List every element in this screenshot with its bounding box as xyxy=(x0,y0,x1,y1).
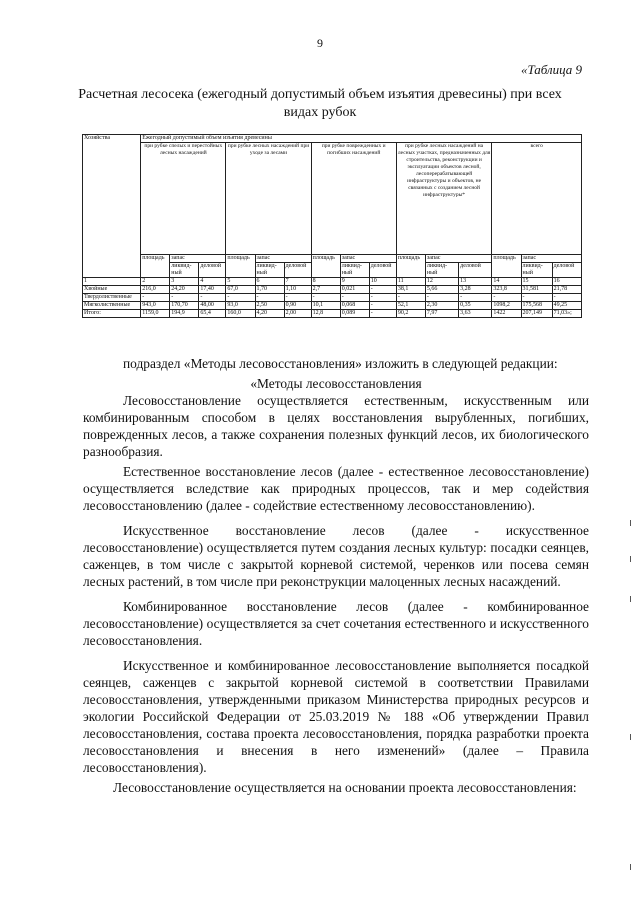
table-cell: 1098,2 xyxy=(492,302,521,310)
body-text xyxy=(83,355,589,796)
table-cell: 0,35 xyxy=(459,302,492,310)
column-number: 6 xyxy=(255,278,284,286)
farm-header: Хозяйства xyxy=(83,135,141,278)
table-cell: - xyxy=(396,294,425,302)
column-number: 8 xyxy=(311,278,340,286)
table-cell: - xyxy=(311,294,340,302)
table-cell: 21,78 xyxy=(552,286,581,294)
business-header: деловой xyxy=(284,263,311,278)
stock-header: запас xyxy=(425,255,492,263)
paragraph: Искусственное и комбинированное лесовосстановление выполняется посадкой сеянцев, саженцев с закрытой корневой системой в соответствии Правилами лесовосстановления, утвержденными приказом Министерства природных ресурсов и экологии Российской Федерации от 25.03.2019 № 188 «Об утверждении Правил лесовосстановления, состава проекта лесовосстановления, порядка разработки проекта лесовосстановления и внесения в него изменений» (далее – Правила лесовосстановления). xyxy=(83,658,589,775)
forest-cutting-table xyxy=(82,134,582,318)
table-cell: - xyxy=(170,294,199,302)
liquid-header: ликвид-ный xyxy=(170,263,199,278)
table-cell: 2,00 xyxy=(284,310,311,318)
stock-header: запас xyxy=(170,255,226,263)
column-number: 1 xyxy=(83,278,141,286)
scan-mark xyxy=(630,734,631,740)
stock-header: запас xyxy=(521,255,582,263)
table-cell: 0,021 xyxy=(340,286,369,294)
liquid-header: ликвид-ный xyxy=(255,263,284,278)
page-number: 9 xyxy=(317,36,323,50)
table-cell: 1,70 xyxy=(255,286,284,294)
table-cell: 3,28 xyxy=(459,286,492,294)
table-cell: - xyxy=(425,294,458,302)
table-cell: 24,20 xyxy=(170,286,199,294)
column-number: 15 xyxy=(521,278,552,286)
table-cell: 17,40 xyxy=(199,286,226,294)
column-number: 14 xyxy=(492,278,521,286)
group-header: Ежегодный допустимый объем изъятия древесины xyxy=(141,135,582,143)
table-cell: 3,63 xyxy=(459,310,492,318)
business-header: деловой xyxy=(199,263,226,278)
paragraph: подраздел «Методы лесовосстановления» изложить в следующей редакции: xyxy=(123,356,558,371)
table-title: Расчетная лесосека (ежегодный допустимый объем изъятия древесины) при всех видах рубок xyxy=(78,87,562,120)
business-header: деловой xyxy=(552,263,581,278)
business-header: деловой xyxy=(369,263,396,278)
stock-header: запас xyxy=(255,255,311,263)
area-header: площадь xyxy=(492,255,521,278)
table-cell: 207,149 xyxy=(521,310,552,318)
scan-mark xyxy=(630,556,631,562)
table-cell: 67,0 xyxy=(226,286,255,294)
column-number: 16 xyxy=(552,278,581,286)
table-cell: 175,568 xyxy=(521,302,552,310)
table-cell: 1159,0 xyxy=(141,310,170,318)
table-cell: - xyxy=(369,302,396,310)
paragraph: Искусственное восстановление лесов (далее - искусственное лесовосстановление) осуществляется путем создания лесных культур: посадки сеянцев, саженцев, в том числе с закрытой корневой системой, черенков или посева семян лесных растений, в том числе при реконструкции малоценных лесных насаждений. xyxy=(83,523,589,589)
table-cell: 5,66 xyxy=(425,286,458,294)
table-row xyxy=(83,310,582,318)
area-header: площадь xyxy=(226,255,255,278)
table-cell: 943,0 xyxy=(141,302,170,310)
cut-type-total: всего xyxy=(492,143,582,255)
table-cell: - xyxy=(284,294,311,302)
section-heading: «Методы лесовосстановления xyxy=(250,376,422,391)
table-cell: 12,8 xyxy=(311,310,340,318)
table-cell: 2,50 xyxy=(255,302,284,310)
table-cell: 71,03»; xyxy=(552,310,581,318)
column-number: 3 xyxy=(170,278,199,286)
liquid-header: ликвид-ный xyxy=(340,263,369,278)
table-cell: - xyxy=(255,294,284,302)
cut-type-care: при рубке лесных насаждений при уходе за лесами xyxy=(226,143,311,255)
table-cell: 52,1 xyxy=(396,302,425,310)
table-cell: - xyxy=(199,294,226,302)
table-cell: 49,25 xyxy=(552,302,581,310)
liquid-header: ликвид-ный xyxy=(425,263,458,278)
column-number: 2 xyxy=(141,278,170,286)
row-label: Хвойные xyxy=(83,286,141,294)
column-number: 7 xyxy=(284,278,311,286)
column-number: 10 xyxy=(369,278,396,286)
table-cell: 160,0 xyxy=(226,310,255,318)
table-cell: 48,00 xyxy=(199,302,226,310)
table-cell: - xyxy=(369,294,396,302)
table-cell: - xyxy=(552,294,581,302)
scan-mark xyxy=(630,864,631,870)
table-cell: 0,089 xyxy=(340,310,369,318)
table-label: «Таблица 9 xyxy=(520,62,582,77)
area-header: площадь xyxy=(141,255,170,278)
row-label: Твердолиственные xyxy=(83,294,141,302)
column-number: 4 xyxy=(199,278,226,286)
scan-mark xyxy=(630,520,631,526)
table-cell: 323,8 xyxy=(492,286,521,294)
column-number: 9 xyxy=(340,278,369,286)
table-cell: 2,30 xyxy=(425,302,458,310)
column-number: 5 xyxy=(226,278,255,286)
table-cell: 170,70 xyxy=(170,302,199,310)
table-cell: - xyxy=(340,294,369,302)
row-label: Итого: xyxy=(83,310,141,318)
table-cell: 93,0 xyxy=(226,302,255,310)
table-row xyxy=(83,302,582,310)
table-cell: - xyxy=(521,294,552,302)
table-cell: - xyxy=(369,286,396,294)
row-label: Мягколиственные xyxy=(83,302,141,310)
table-cell: - xyxy=(226,294,255,302)
area-header: площадь xyxy=(396,255,425,278)
liquid-header: ликвид-ный xyxy=(521,263,552,278)
table-cell: 7,97 xyxy=(425,310,458,318)
column-number: 11 xyxy=(396,278,425,286)
table-cell: - xyxy=(369,310,396,318)
column-number: 12 xyxy=(425,278,458,286)
scan-mark xyxy=(630,596,631,602)
table-cell: 38,1 xyxy=(396,286,425,294)
table-cell: 2,7 xyxy=(311,286,340,294)
table-cell: 31,581 xyxy=(521,286,552,294)
paragraph: Комбинированное восстановление лесов (далее - комбинированное лесовосстановление) осуществляется за счет сочетания естественного и искусственного лесовосстановления. xyxy=(83,599,589,648)
column-number-row xyxy=(83,278,582,286)
table-row xyxy=(83,294,582,302)
table-cell: 65,4 xyxy=(199,310,226,318)
cut-type-construction: при рубке лесных насаждений на лесных участках, предназначенных для строительства, реконструкции и эксплуатации объектов лесной, лесоперерабатывающей инфраструктуры и объектов, не связанных с созданием лесной инфраструктуры* xyxy=(396,143,492,255)
table-cell: - xyxy=(459,294,492,302)
table-cell: 194,9 xyxy=(170,310,199,318)
paragraph: Лесовосстановление осуществляется естественным, искусственным или комбинированным способом в целях восстановления вырубленных, погибших, поврежденных лесов, а также сохранения полезных функций лесов, их биологического разнообразия. xyxy=(83,393,589,459)
table-cell: 1422 xyxy=(492,310,521,318)
table-cell: - xyxy=(492,294,521,302)
table-cell: 10,1 xyxy=(311,302,340,310)
paragraph: Лесовосстановление осуществляется на основании проекта лесовосстановления: xyxy=(113,780,577,795)
cut-type-damaged: при рубке поврежденных и погибших насаждений xyxy=(311,143,396,255)
area-header: площадь xyxy=(311,255,340,278)
column-number: 13 xyxy=(459,278,492,286)
cut-type-mature: при рубке спелых и перестойных лесных насаждений xyxy=(141,143,226,255)
stock-header: запас xyxy=(340,255,396,263)
table-cell: 0,068 xyxy=(340,302,369,310)
table-row xyxy=(83,286,582,294)
table-cell: 1,10 xyxy=(284,286,311,294)
table-cell: 0,90 xyxy=(284,302,311,310)
business-header: деловой xyxy=(459,263,492,278)
table-cell: 216,0 xyxy=(141,286,170,294)
table-cell: 4,20 xyxy=(255,310,284,318)
table-cell: - xyxy=(141,294,170,302)
table-cell: 90,2 xyxy=(396,310,425,318)
paragraph: Естественное восстановление лесов (далее - естественное лесовосстановление) осуществляется вследствие как природных процессов, так и мер содействия лесовосстановлению (далее - содействие естественному лесовосстановлению). xyxy=(83,464,589,513)
